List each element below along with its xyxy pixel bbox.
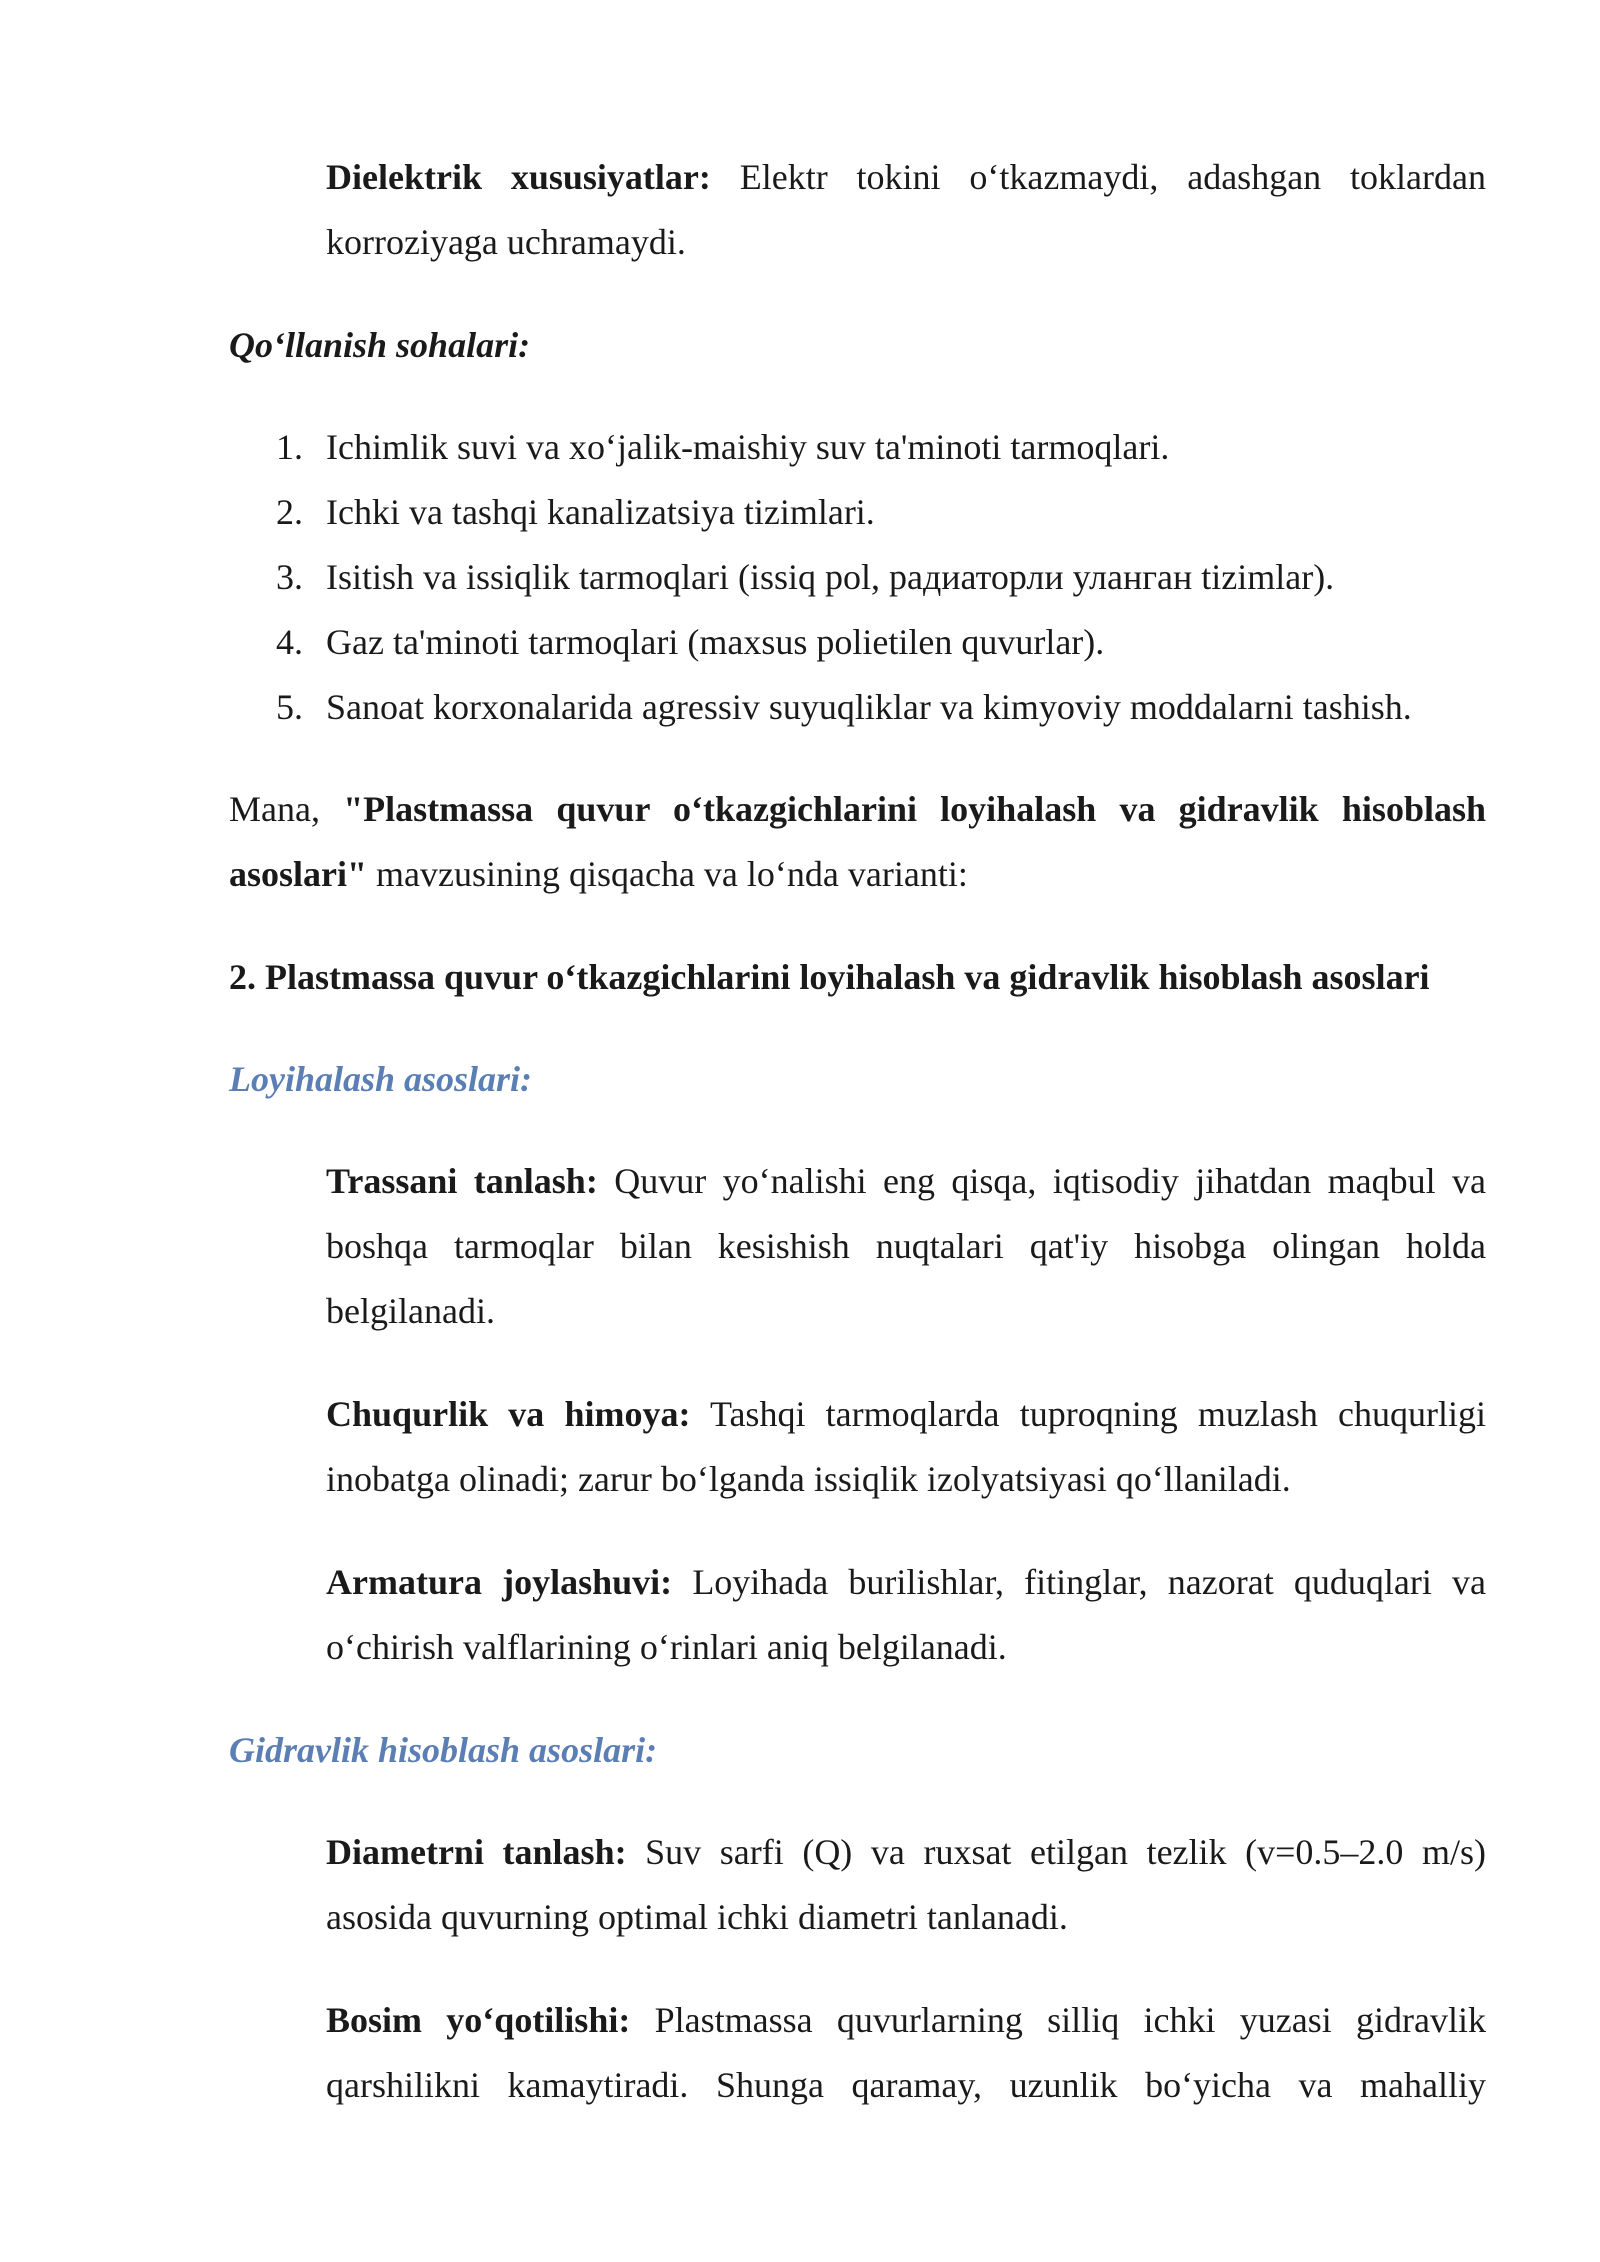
list-text: Sanoat korxonalarida agressiv suyuqliklar va kimyoviy moddalarni tashish. bbox=[326, 687, 1412, 727]
list-item bbox=[229, 480, 1486, 545]
text-bosim: Plastmassa quvurlarning silliq ichki yuzasi gidravlik qarshilikni kamaytiradi. Shunga qaramay, uzunlik bo‘yicha va mahalliy bbox=[326, 2000, 1486, 2105]
heading-qollanish: Qo‘llanish sohalari: bbox=[229, 325, 531, 365]
list-number: 5. bbox=[276, 687, 303, 727]
list-number: 2. bbox=[276, 492, 303, 532]
intro-topic: "Plastmassa quvur o‘tkazgichlarini loyihalash va gidravlik hisoblash asoslari" bbox=[229, 789, 1486, 894]
term-armatura: Armatura joylashuvi: bbox=[326, 1562, 673, 1602]
list-item bbox=[229, 545, 1486, 610]
list-text: Ichki va tashqi kanalizatsiya tizimlari. bbox=[326, 492, 875, 532]
list-number: 4. bbox=[276, 622, 303, 662]
term-dielektrik: Dielektrik xususiyatlar: bbox=[326, 157, 711, 197]
intro-paragraph bbox=[229, 777, 1486, 907]
list-text: Isitish va issiqlik tarmoqlari (issiq pol, радиаторли уланган tizimlar). bbox=[326, 557, 1335, 597]
list-number: 1. bbox=[276, 427, 303, 467]
text-diametr: Suv sarfi (Q) va ruxsat etilgan tezlik (v=0.5–2.0 m/s) asosida quvurning optimal ichki diametri tanlanadi. bbox=[326, 1832, 1486, 1937]
term-diametr: Diametrni tanlash: bbox=[326, 1832, 627, 1872]
list-item bbox=[229, 610, 1486, 675]
definition-bosim bbox=[326, 1988, 1486, 2118]
term-trassa: Trassani tanlash: bbox=[326, 1161, 598, 1201]
definition-chuqurlik bbox=[326, 1382, 1486, 1512]
definition-dielektrik bbox=[326, 145, 1486, 275]
intro-before: Mana, bbox=[229, 789, 344, 829]
text-trassa: Quvur yo‘nalishi eng qisqa, iqtisodiy jihatdan maqbul va boshqa tarmoqlar bilan kesishish nuqtalari qat'iy hisobga olingan holda belgilanadi. bbox=[326, 1161, 1486, 1331]
definition-diametr bbox=[326, 1820, 1486, 1950]
heading-loyihalash: Loyihalash asoslari: bbox=[229, 1059, 533, 1099]
definition-armatura bbox=[326, 1550, 1486, 1680]
list-text: Ichimlik suvi va xo‘jalik-maishiy suv ta'minoti tarmoqlari. bbox=[326, 427, 1170, 467]
document-body bbox=[229, 145, 1486, 2156]
text-armatura: Loyihada burilishlar, fitinglar, nazorat quduqlari va o‘chirish valflarining o‘rinlari aniq belgilanadi. bbox=[326, 1562, 1486, 1667]
intro-after: mavzusining qisqacha va lo‘nda varianti: bbox=[367, 854, 968, 894]
definition-trassa bbox=[326, 1149, 1486, 1344]
text-dielektrik: Elektr tokini o‘tkazmaydi, adashgan toklardan korroziyaga uchramaydi. bbox=[326, 157, 1486, 262]
list-number: 3. bbox=[276, 557, 303, 597]
list-item bbox=[229, 415, 1486, 480]
list-text: Gaz ta'minoti tarmoqlari (maxsus polietilen quvurlar). bbox=[326, 622, 1105, 662]
list-qollanish bbox=[229, 415, 1486, 740]
text-chuqurlik: Tashqi tarmoqlarda tuproqning muzlash chuqurligi inobatga olinadi; zarur bo‘lganda issiqlik izolyatsiyasi qo‘llaniladi. bbox=[326, 1394, 1487, 1499]
term-bosim: Bosim yo‘qotilishi: bbox=[326, 2000, 631, 2040]
term-chuqurlik: Chuqurlik va himoya: bbox=[326, 1394, 691, 1434]
list-item bbox=[229, 675, 1486, 740]
heading-gidravlik: Gidravlik hisoblash asoslari: bbox=[229, 1730, 658, 1770]
section-title: 2. Plastmassa quvur o‘tkazgichlarini loyihalash va gidravlik hisoblash asoslari bbox=[229, 957, 1430, 997]
